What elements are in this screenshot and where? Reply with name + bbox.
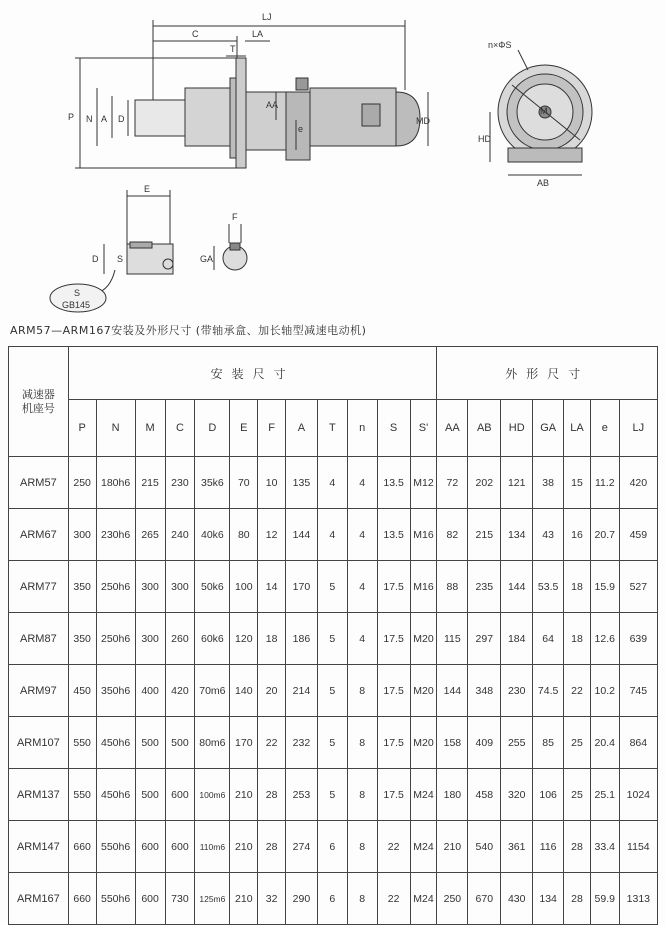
column-header-hd: HD [501, 400, 533, 457]
label-LA: LA [252, 29, 264, 39]
table-cell: 348 [468, 665, 501, 717]
column-header-e: e [590, 400, 619, 457]
table-cell: 4 [347, 457, 377, 509]
table-cell: 250 [68, 457, 96, 509]
model-cell: ARM77 [9, 561, 69, 613]
table-cell: 8 [347, 717, 377, 769]
table-cell: M16 [410, 509, 437, 561]
table-cell: 5 [317, 665, 347, 717]
table-cell: 135 [285, 457, 317, 509]
table-cell: 28 [564, 821, 591, 873]
label-M: M [540, 106, 548, 116]
table-cell: 32 [258, 873, 286, 925]
table-cell: 240 [165, 509, 195, 561]
table-cell: 250 [437, 873, 468, 925]
column-header-lj: LJ [619, 400, 657, 457]
table-cell: 70m6 [195, 665, 230, 717]
column-header-n: n [347, 400, 377, 457]
table-cell: 43 [533, 509, 564, 561]
table-cell: 5 [317, 769, 347, 821]
table-cell: 350h6 [96, 665, 135, 717]
table-cell: 106 [533, 769, 564, 821]
table-cell: 121 [501, 457, 533, 509]
table-cell: 300 [165, 561, 195, 613]
model-header [9, 347, 69, 457]
table-cell: 250h6 [96, 561, 135, 613]
table-cell: 6 [317, 873, 347, 925]
label-C: C [192, 29, 199, 39]
model-cell: ARM137 [9, 769, 69, 821]
model-cell: ARM57 [9, 457, 69, 509]
table-cell: 15 [564, 457, 591, 509]
table-cell: 158 [437, 717, 468, 769]
label-LJ: LJ [262, 12, 272, 22]
model-cell: ARM167 [9, 873, 69, 925]
table-cell: 28 [258, 769, 286, 821]
table-cell: 16 [564, 509, 591, 561]
table-cell: M16 [410, 561, 437, 613]
label-MD: MD [416, 116, 430, 126]
table-cell: 85 [533, 717, 564, 769]
label-S-note: S [74, 288, 81, 298]
table-cell: M24 [410, 821, 437, 873]
table-cell: 639 [619, 613, 657, 665]
column-header-f: F [258, 400, 286, 457]
table-cell: 186 [285, 613, 317, 665]
table-cell: 550h6 [96, 873, 135, 925]
table-cell: 500 [165, 717, 195, 769]
table-cell: 144 [437, 665, 468, 717]
table-cell: 260 [165, 613, 195, 665]
table-cell: 140 [230, 665, 258, 717]
table-cell: 670 [468, 873, 501, 925]
label-F: F [232, 212, 238, 222]
table-cell: 202 [468, 457, 501, 509]
table-cell: 125m6 [195, 873, 230, 925]
dimension-table [8, 346, 658, 925]
table-cell: 274 [285, 821, 317, 873]
table-cell: 230h6 [96, 509, 135, 561]
table-row [9, 457, 658, 509]
table-cell: 88 [437, 561, 468, 613]
label-GB145: GB145 [62, 300, 91, 310]
table-cell: M20 [410, 613, 437, 665]
model-cell: ARM147 [9, 821, 69, 873]
table-cell: 115 [437, 613, 468, 665]
table-cell: 4 [347, 561, 377, 613]
dimension-table-wrapper [8, 346, 658, 925]
table-cell: 13.5 [377, 509, 410, 561]
table-cell: 1154 [619, 821, 657, 873]
table-cell: 400 [135, 665, 165, 717]
table-cell: 80m6 [195, 717, 230, 769]
table-cell: 458 [468, 769, 501, 821]
table-cell: M24 [410, 873, 437, 925]
label-D-detail: D [92, 254, 99, 264]
mounting-flange [236, 58, 246, 168]
table-cell: 290 [285, 873, 317, 925]
table-cell: 20.4 [590, 717, 619, 769]
table-cell: 35k6 [195, 457, 230, 509]
table-cell: M20 [410, 665, 437, 717]
table-cell: 350 [68, 613, 96, 665]
model-cell: ARM87 [9, 613, 69, 665]
table-cell: 459 [619, 509, 657, 561]
table-cell: 4 [317, 457, 347, 509]
table-cell: 100 [230, 561, 258, 613]
table-cell: 297 [468, 613, 501, 665]
table-cell: M20 [410, 717, 437, 769]
table-cell: 864 [619, 717, 657, 769]
table-cell: 18 [564, 613, 591, 665]
column-header-a: A [285, 400, 317, 457]
table-cell: 1024 [619, 769, 657, 821]
table-cell: 210 [230, 873, 258, 925]
table-cell: 250h6 [96, 613, 135, 665]
table-cell: 450 [68, 665, 96, 717]
table-cell: 230 [165, 457, 195, 509]
table-cell: 660 [68, 821, 96, 873]
table-cell: 300 [68, 509, 96, 561]
table-cell: 361 [501, 821, 533, 873]
table-cell: 20.7 [590, 509, 619, 561]
label-AA: AA [266, 100, 279, 110]
table-cell: 745 [619, 665, 657, 717]
table-row [9, 717, 658, 769]
column-header-ab: AB [468, 400, 501, 457]
table-cell: 180 [437, 769, 468, 821]
label-E: E [144, 184, 151, 194]
table-cell: 6 [317, 821, 347, 873]
table-cell: 25 [564, 769, 591, 821]
table-cell: 320 [501, 769, 533, 821]
table-cell: 300 [135, 613, 165, 665]
table-cell: 210 [230, 821, 258, 873]
table-cell: 74.5 [533, 665, 564, 717]
table-cell: 4 [347, 613, 377, 665]
table-cell: 25.1 [590, 769, 619, 821]
table-row [9, 821, 658, 873]
label-T: T [230, 44, 236, 54]
gearbox-housing [185, 88, 230, 146]
table-row [9, 509, 658, 561]
table-cell: 18 [258, 613, 286, 665]
model-cell: ARM97 [9, 665, 69, 717]
table-cell: 72 [437, 457, 468, 509]
table-cell: 8 [347, 665, 377, 717]
label-HD: HD [478, 134, 491, 144]
output-shaft [135, 100, 185, 136]
table-cell: 70 [230, 457, 258, 509]
table-row [9, 665, 658, 717]
table-cell: 600 [135, 873, 165, 925]
model-cell: ARM107 [9, 717, 69, 769]
table-cell: 33.4 [590, 821, 619, 873]
table-cell: 40k6 [195, 509, 230, 561]
table-cell: 17.5 [377, 561, 410, 613]
table-cell: 550 [68, 717, 96, 769]
table-cell: 550h6 [96, 821, 135, 873]
table-cell: 184 [501, 613, 533, 665]
column-header-e: E [230, 400, 258, 457]
table-cell: 215 [135, 457, 165, 509]
column-header-m: M [135, 400, 165, 457]
table-cell: 1313 [619, 873, 657, 925]
table-cell: 60k6 [195, 613, 230, 665]
table-caption: ARM57—ARM167安装及外形尺寸 (带轴承盒、加长轴型减速电动机) [10, 324, 367, 337]
table-cell: 59.9 [590, 873, 619, 925]
table-cell: 660 [68, 873, 96, 925]
table-cell: 14 [258, 561, 286, 613]
table-cell: 82 [437, 509, 468, 561]
label-D: D [118, 114, 125, 124]
table-cell: 50k6 [195, 561, 230, 613]
table-cell: 232 [285, 717, 317, 769]
table-cell: 450h6 [96, 769, 135, 821]
table-cell: 170 [285, 561, 317, 613]
table-cell: 12 [258, 509, 286, 561]
table-cell: 550 [68, 769, 96, 821]
table-row [9, 769, 658, 821]
column-header-c: C [165, 400, 195, 457]
table-cell: 450h6 [96, 717, 135, 769]
label-nS: n×ΦS [488, 40, 512, 50]
column-header-s: S [377, 400, 410, 457]
column-header-d: D [195, 400, 230, 457]
table-cell: 17.5 [377, 769, 410, 821]
end-view-base [508, 148, 582, 162]
table-cell: 5 [317, 561, 347, 613]
table-cell: 18 [564, 561, 591, 613]
table-cell: 170 [230, 717, 258, 769]
table-cell: 22 [564, 665, 591, 717]
table-cell: 22 [377, 873, 410, 925]
column-header-ga: GA [533, 400, 564, 457]
terminal-box [362, 104, 380, 126]
table-cell: M12 [410, 457, 437, 509]
label-N: N [86, 114, 93, 124]
table-row [9, 561, 658, 613]
table-cell: 527 [619, 561, 657, 613]
table-cell: 210 [230, 769, 258, 821]
table-row [9, 873, 658, 925]
table-row [9, 613, 658, 665]
table-cell: 17.5 [377, 665, 410, 717]
table-cell: 500 [135, 717, 165, 769]
table-cell: 17.5 [377, 613, 410, 665]
label-A: A [101, 114, 108, 124]
table-cell: 600 [165, 769, 195, 821]
model-header-line2: 机座号 [21, 402, 55, 415]
table-cell: 100m6 [195, 769, 230, 821]
label-P: P [68, 112, 75, 122]
table-cell: 10.2 [590, 665, 619, 717]
table-cell: M24 [410, 769, 437, 821]
table-cell: 230 [501, 665, 533, 717]
table-cell: 11.2 [590, 457, 619, 509]
label-GA: GA [200, 254, 214, 264]
table-cell: 180h6 [96, 457, 135, 509]
column-header-s-prime: S' [410, 400, 437, 457]
table-cell: 25 [564, 717, 591, 769]
table-cell: 265 [135, 509, 165, 561]
column-header-t: T [317, 400, 347, 457]
table-cell: 300 [135, 561, 165, 613]
table-cell: 134 [533, 873, 564, 925]
table-cell: 144 [285, 509, 317, 561]
outline-dims-header: 外形尺寸 [437, 347, 658, 400]
model-header-line1: 减速器 [21, 388, 55, 401]
column-header-p: P [68, 400, 96, 457]
table-cell: 8 [347, 769, 377, 821]
table-cell: 22 [258, 717, 286, 769]
table-cell: 53.5 [533, 561, 564, 613]
table-cell: 120 [230, 613, 258, 665]
column-header-aa: AA [437, 400, 468, 457]
table-cell: 253 [285, 769, 317, 821]
model-cell: ARM67 [9, 509, 69, 561]
table-cell: 134 [501, 509, 533, 561]
table-cell: 214 [285, 665, 317, 717]
label-e: e [298, 124, 304, 134]
table-cell: 540 [468, 821, 501, 873]
table-cell: 64 [533, 613, 564, 665]
table-cell: 8 [347, 821, 377, 873]
table-cell: 420 [619, 457, 657, 509]
table-cell: 210 [437, 821, 468, 873]
table-cell: 235 [468, 561, 501, 613]
table-cell: 350 [68, 561, 96, 613]
table-cell: 110m6 [195, 821, 230, 873]
motor-body [310, 88, 396, 146]
table-cell: 409 [468, 717, 501, 769]
table-cell: 600 [165, 821, 195, 873]
column-header-n: N [96, 400, 135, 457]
table-cell: 5 [317, 717, 347, 769]
lifting-eye [296, 78, 308, 90]
table-cell: 500 [135, 769, 165, 821]
label-S-detail: S [117, 254, 124, 264]
table-cell: 4 [317, 509, 347, 561]
table-cell: 4 [347, 509, 377, 561]
table-cell: 430 [501, 873, 533, 925]
table-cell: 255 [501, 717, 533, 769]
table-cell: 8 [347, 873, 377, 925]
table-cell: 13.5 [377, 457, 410, 509]
technical-drawing [0, 0, 666, 330]
table-cell: 5 [317, 613, 347, 665]
table-cell: 28 [258, 821, 286, 873]
table-cell: 28 [564, 873, 591, 925]
table-cell: 22 [377, 821, 410, 873]
table-cell: 20 [258, 665, 286, 717]
table-cell: 38 [533, 457, 564, 509]
table-cell: 15.9 [590, 561, 619, 613]
table-cell: 144 [501, 561, 533, 613]
table-cell: 10 [258, 457, 286, 509]
table-cell: 215 [468, 509, 501, 561]
table-cell: 17.5 [377, 717, 410, 769]
label-AB: AB [537, 178, 550, 188]
table-cell: 116 [533, 821, 564, 873]
install-dims-header: 安装尺寸 [68, 347, 437, 400]
table-cell: 730 [165, 873, 195, 925]
table-cell: 600 [135, 821, 165, 873]
table-cell: 12.6 [590, 613, 619, 665]
table-cell: 420 [165, 665, 195, 717]
column-header-la: LA [564, 400, 591, 457]
table-cell: 80 [230, 509, 258, 561]
